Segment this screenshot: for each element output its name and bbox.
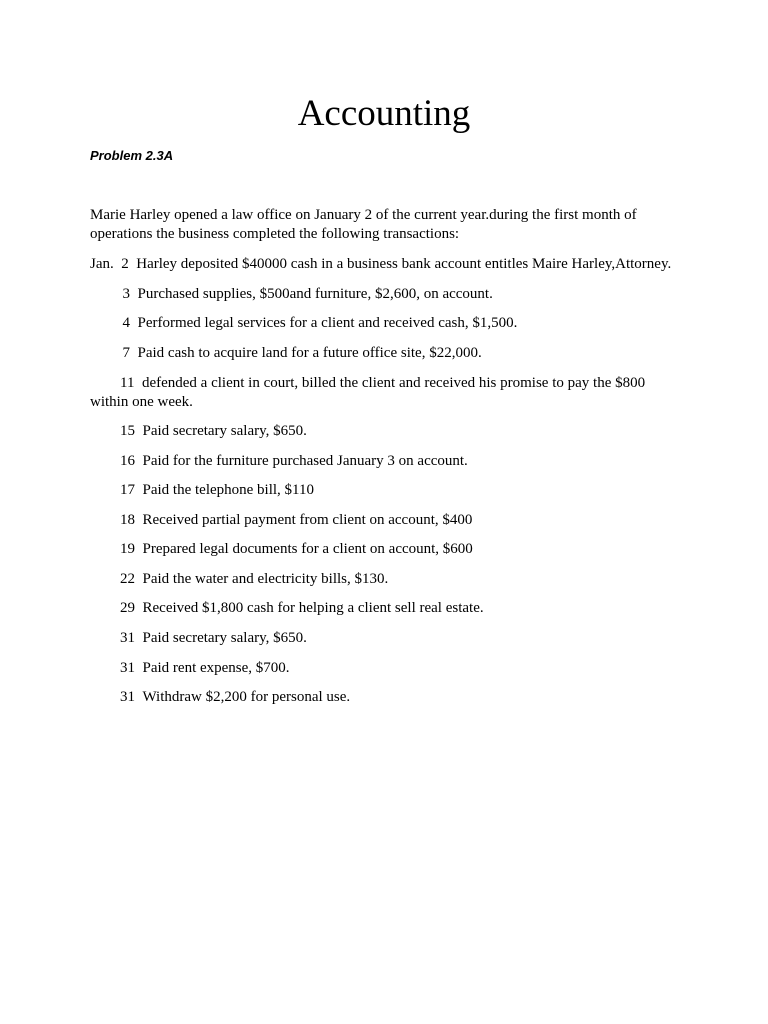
transaction-day: 16 — [120, 453, 135, 469]
transaction-day: 19 — [120, 541, 135, 557]
transaction-day: 31 — [120, 689, 135, 705]
transaction-line — [90, 422, 307, 441]
transaction-day: 7 — [122, 345, 130, 361]
transaction-day: 2 — [121, 256, 129, 272]
transaction-day: 31 — [120, 660, 135, 676]
transaction-day: 29 — [120, 600, 135, 616]
transaction-line — [90, 511, 472, 530]
transaction-line — [90, 314, 517, 333]
transaction-text: Purchased supplies, $500and furniture, $2,600, on account. — [137, 286, 493, 302]
transaction-text: Received $1,800 cash for helping a client sell real estate. — [142, 600, 484, 616]
transaction-line — [90, 255, 671, 274]
transaction-text: Harley deposited $40000 cash in a business bank account entitles Maire Harley,Attorney. — [136, 256, 672, 272]
transaction-line — [90, 374, 670, 412]
transaction-text: Received partial payment from client on account, $400 — [142, 512, 473, 528]
document-title: Accounting — [297, 93, 471, 134]
transaction-text: Paid for the furniture purchased January 3 on account. — [142, 453, 468, 469]
transaction-text: Paid the water and electricity bills, $130. — [142, 571, 389, 587]
transaction-line — [90, 629, 307, 648]
problem-label: Problem 2.3A — [90, 148, 174, 163]
transaction-line — [90, 285, 493, 304]
transaction-line — [90, 540, 473, 559]
transaction-day: 15 — [120, 423, 135, 439]
transaction-day: 31 — [120, 630, 135, 646]
transaction-text: Paid secretary salary, $650. — [142, 630, 307, 646]
transaction-line — [90, 344, 482, 363]
transaction-line — [90, 481, 314, 500]
transaction-line — [90, 688, 350, 707]
transaction-line — [90, 570, 388, 589]
transaction-day: 3 — [122, 286, 130, 302]
transaction-day: 22 — [120, 571, 135, 587]
transaction-line — [90, 452, 468, 471]
transaction-text: defended a client in court, billed the client and received his promise to pay the $800 within one week. — [90, 375, 646, 410]
transaction-day: 4 — [122, 315, 130, 331]
transaction-text: Withdraw $2,200 for personal use. — [142, 689, 351, 705]
transaction-text: Prepared legal documents for a client on account, $600 — [142, 541, 473, 557]
transaction-day: 11 — [120, 375, 135, 391]
transaction-text: Paid the telephone bill, $110 — [142, 482, 314, 498]
transaction-text: Performed legal services for a client and received cash, $1,500. — [137, 315, 518, 331]
transaction-text: Paid cash to acquire land for a future office site, $22,000. — [137, 345, 482, 361]
intro-paragraph: Marie Harley opened a law office on January 2 of the current year.during the first month of operations the business completed the following transactions: — [90, 207, 637, 242]
transaction-line — [90, 599, 484, 618]
transaction-line — [90, 659, 290, 678]
transaction-day: 18 — [120, 512, 135, 528]
transaction-day: 17 — [120, 482, 135, 498]
transaction-text: Paid rent expense, $700. — [142, 660, 290, 676]
month-label: Jan. — [90, 256, 114, 272]
transaction-text: Paid secretary salary, $650. — [142, 423, 307, 439]
